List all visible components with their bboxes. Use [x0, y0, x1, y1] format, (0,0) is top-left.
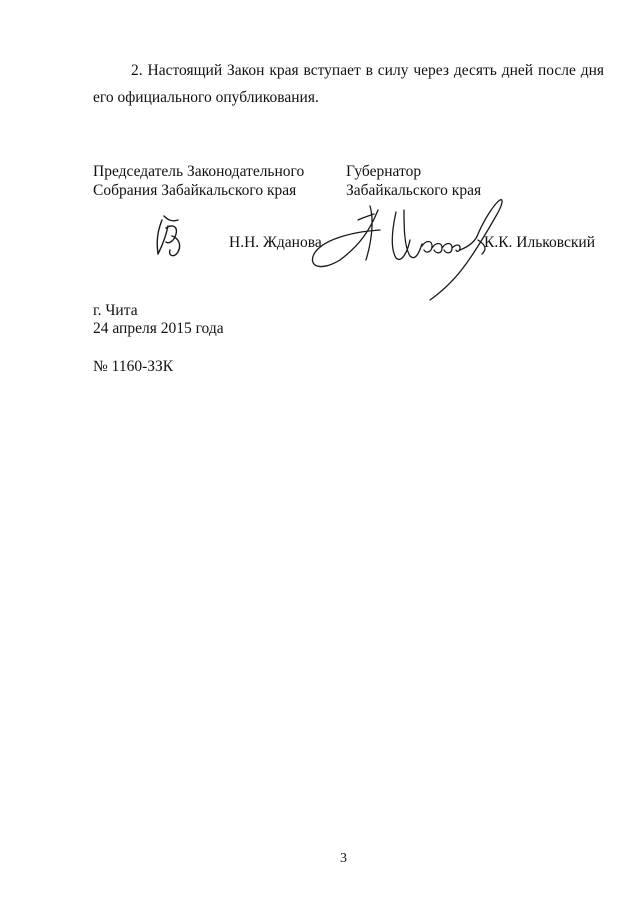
place-of-signing: г. Чита	[93, 302, 138, 319]
left-signature	[148, 210, 198, 270]
paragraph-line-1: 2. Настоящий Закон края вступает в силу через десять дней после дня	[131, 62, 605, 79]
page-number: 3	[340, 851, 347, 866]
left-signatory-title-line-1: Председатель Законодательного	[93, 163, 305, 180]
date-of-signing: 24 апреля 2015 года	[93, 320, 224, 337]
right-signatory-title-line-2: Забайкальского края	[346, 182, 482, 199]
right-signatory-title-line-1: Губернатор	[346, 163, 422, 180]
left-signatory-name: Н.Н. Жданова	[229, 234, 322, 251]
right-signatory-name: К.К. Ильковский	[484, 234, 596, 251]
left-signatory-title-line-2: Собрания Забайкальского края	[93, 182, 297, 199]
law-number: № 1160-ЗЗК	[93, 358, 174, 375]
paragraph-line-2: его официального опубликования.	[93, 89, 319, 106]
